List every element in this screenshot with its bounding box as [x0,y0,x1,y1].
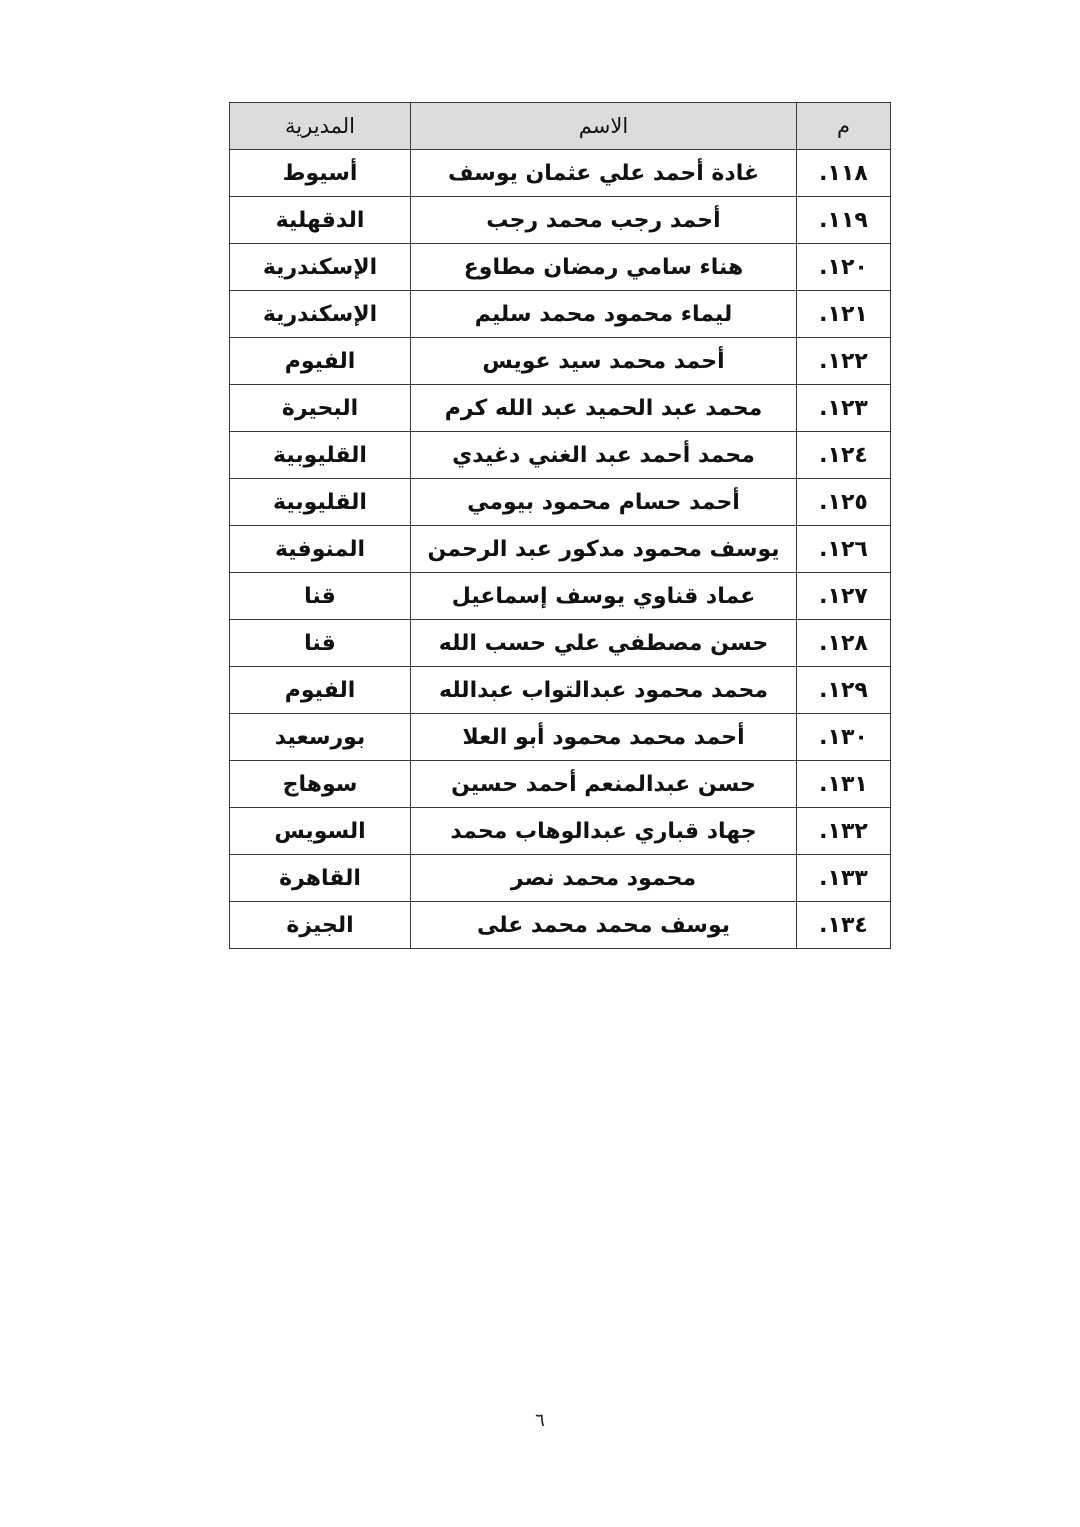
row-number: ١٢١. [797,291,891,338]
row-directorate: الجيزة [230,902,411,949]
table-row [230,667,891,714]
row-name: يوسف محمد محمد على [411,902,797,949]
row-name: عماد قناوي يوسف إسماعيل [411,573,797,620]
row-directorate: البحيرة [230,385,411,432]
row-name: أحمد رجب محمد رجب [411,197,797,244]
row-number: ١٣١. [797,761,891,808]
row-name: هناء سامي رمضان مطاوع [411,244,797,291]
row-name: جهاد قباري عبدالوهاب محمد [411,808,797,855]
table-row [230,479,891,526]
table-row [230,385,891,432]
table-row [230,620,891,667]
row-number: ١٢٩. [797,667,891,714]
row-number: ١٢٧. [797,573,891,620]
header-directorate: المديرية [230,103,411,150]
row-name: ليماء محمود محمد سليم [411,291,797,338]
page-number: ٦ [535,1410,545,1431]
row-name: يوسف محمود مدكور عبد الرحمن [411,526,797,573]
row-directorate: أسيوط [230,150,411,197]
header-row [230,103,891,150]
row-number: ١٢٣. [797,385,891,432]
row-name: محمد عبد الحميد عبد الله كرم [411,385,797,432]
row-directorate: الدقهلية [230,197,411,244]
row-number: ١٣٣. [797,855,891,902]
row-number: ١٣٤. [797,902,891,949]
row-directorate: الفيوم [230,667,411,714]
row-directorate: بورسعيد [230,714,411,761]
row-number: ١٢٢. [797,338,891,385]
row-name: محمد أحمد عبد الغني دغيدي [411,432,797,479]
header-number: م [797,103,891,150]
table-body [230,150,891,949]
row-number: ١١٩. [797,197,891,244]
row-directorate: القاهرة [230,855,411,902]
table-row [230,244,891,291]
row-number: ١٢٤. [797,432,891,479]
row-number: ١٢٨. [797,620,891,667]
row-number: ١٣٢. [797,808,891,855]
row-name: حسن عبدالمنعم أحمد حسين [411,761,797,808]
table-row [230,197,891,244]
row-directorate: قنا [230,620,411,667]
names-table [229,102,891,949]
header-name: الاسم [411,103,797,150]
table-row [230,432,891,479]
row-directorate: القليوبية [230,479,411,526]
row-number: ١٢٥. [797,479,891,526]
row-name: أحمد حسام محمود بيومي [411,479,797,526]
row-directorate: الفيوم [230,338,411,385]
table-row [230,573,891,620]
row-directorate: السويس [230,808,411,855]
row-name: غادة أحمد علي عثمان يوسف [411,150,797,197]
row-name: حسن مصطفي علي حسب الله [411,620,797,667]
table-row [230,526,891,573]
table-row [230,902,891,949]
table-row [230,338,891,385]
row-directorate: سوهاج [230,761,411,808]
row-name: محمد محمود عبدالتواب عبدالله [411,667,797,714]
row-directorate: الإسكندرية [230,244,411,291]
row-name: أحمد محمد سيد عويس [411,338,797,385]
row-number: ١٢٦. [797,526,891,573]
row-name: محمود محمد نصر [411,855,797,902]
row-number: ١٣٠. [797,714,891,761]
row-name: أحمد محمد محمود أبو العلا [411,714,797,761]
row-number: ١١٨. [797,150,891,197]
row-directorate: الإسكندرية [230,291,411,338]
row-directorate: قنا [230,573,411,620]
row-directorate: القليوبية [230,432,411,479]
table-row [230,150,891,197]
table-header [230,103,891,150]
table-row [230,855,891,902]
table-row [230,761,891,808]
row-number: ١٢٠. [797,244,891,291]
table-row [230,714,891,761]
table-row [230,808,891,855]
row-directorate: المنوفية [230,526,411,573]
table-row [230,291,891,338]
